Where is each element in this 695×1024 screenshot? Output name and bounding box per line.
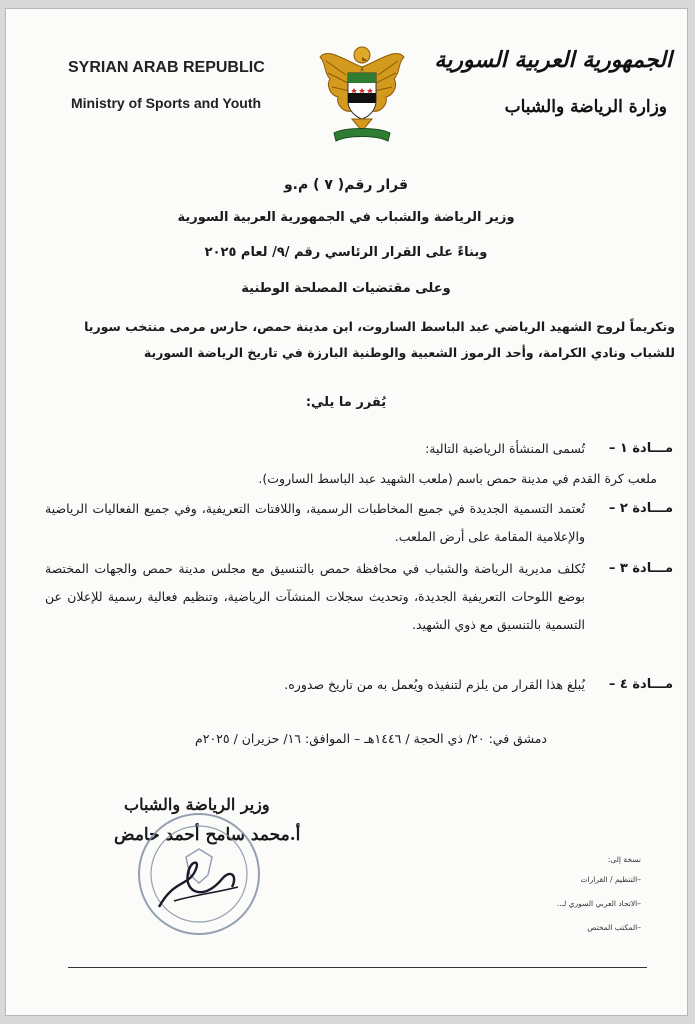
- article-3-text: تُكلف مديرية الرياضة والشباب في محافظة حمص بالتنسيق مع مجلس مدينة حمص والجهات المختصة بوضع اللوحات التعريفية الجديدة، وتحديث سجلات المنشآت الرياضية، وتنظيم فعالية رسمية للإعلان عن التسمية بالتنسيق مع ذوي الشهيد.: [45, 561, 585, 632]
- tribute-line-1: وتكريماً لروح الشهيد الرياضي عبد الباسط الساروت، ابن مدينة حمص، حارس مرمى منتخب سوريا: [84, 319, 675, 334]
- article-1-text: تُسمى المنشأة الرياضية التالية:: [425, 441, 585, 456]
- english-republic-title: SYRIAN ARAB REPUBLIC: [68, 59, 265, 76]
- ministry-stamp-icon: [134, 809, 264, 939]
- arabic-republic-title: الجمهورية العربية السورية: [434, 47, 672, 73]
- decision-number: قرار رقم( ٧ ) م.و: [283, 177, 409, 193]
- decides-heading: يُقرر ما يلي:: [305, 395, 387, 410]
- document-page: [5, 8, 688, 1016]
- tribute-line-2: للشباب ونادي الكرامة، وأحد الرموز الشعبية والوطنية البارزة في تاريخ الرياضة السورية: [143, 345, 675, 360]
- preamble-national-interest: وعلى مقتضيات المصلحة الوطنية: [241, 281, 451, 296]
- preamble-minister: وزير الرياضة والشباب في الجمهورية العربية السورية: [177, 210, 515, 225]
- copies-heading: نسخة إلى:: [607, 855, 641, 864]
- article-2-text: تُعتمد التسمية الجديدة في جميع المخاطبات الرسمية، واللافتات التعريفية، وفي جميع الفعاليات الرياضية والإعلامية المقامة على أرض الملعب.: [45, 501, 585, 544]
- footer-divider: [68, 967, 647, 968]
- article-3-label: مـــادة ٣ –: [608, 561, 673, 576]
- article-4-text: يُبلغ هذا القرار من يلزم لتنفيذه ويُعمل به من تاريخ صدوره.: [284, 677, 585, 692]
- signatory-title: وزير الرياضة والشباب: [124, 795, 270, 814]
- copies-item: –الاتحاد العربي السوري لـ..: [557, 899, 641, 908]
- copies-item: –المكتب المختص: [587, 923, 641, 932]
- article-1-venue: ملعب كرة القدم في مدينة حمص باسم (ملعب الشهيد عبد الباسط الساروت).: [258, 471, 657, 486]
- signatory-name: أ.محمد سامح أحمد حامض: [114, 825, 301, 845]
- article-4-label: مـــادة ٤ –: [608, 677, 673, 692]
- english-ministry-title: Ministry of Sports and Youth: [71, 95, 262, 111]
- copies-item: –التنظيم / القرارات: [580, 875, 641, 884]
- arabic-ministry-title: وزارة الرياضة والشباب: [504, 97, 667, 117]
- article-2-label: مـــادة ٢ –: [608, 501, 673, 516]
- syrian-eagle-emblem-icon: [316, 39, 408, 149]
- issue-date: دمشق في: ٢٠/ ذي الحجة / ١٤٤٦هـ – الموافق: ١٦/ حزيران / ٢٠٢٥م: [194, 731, 547, 746]
- article-1-label: مـــادة ١ –: [608, 441, 673, 456]
- preamble-presidential-decree: وبناءً على القرار الرئاسي رقم /٩/ لعام ٢٠٢٥: [204, 245, 488, 260]
